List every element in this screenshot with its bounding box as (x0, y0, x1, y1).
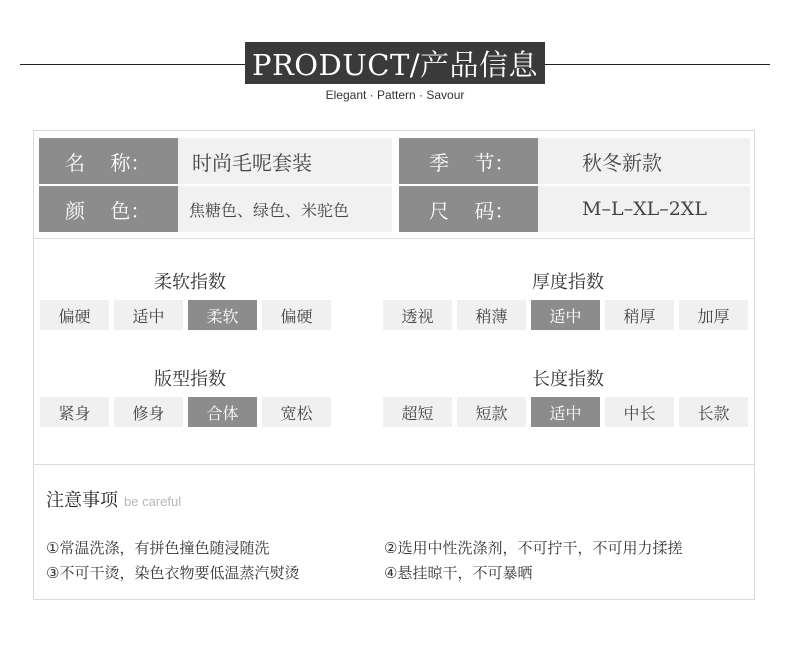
fit-index-title: 版型指数 (154, 369, 226, 390)
softness-option: 偏硬 (262, 300, 331, 330)
care-note-2: ②选用中性洗涤剂，不可拧干，不可用力揉搓 (384, 539, 683, 557)
length-option: 超短 (383, 397, 452, 427)
color-label: 颜 色： (39, 186, 178, 232)
thickness-option: 稍厚 (605, 300, 674, 330)
fit-option-selected: 合体 (188, 397, 257, 427)
thickness-index-title: 厚度指数 (532, 272, 604, 293)
fit-option: 紧身 (40, 397, 109, 427)
header-line-right (545, 64, 770, 65)
season-label: 季 节： (399, 138, 538, 184)
length-option: 长款 (679, 397, 748, 427)
care-note-4: ④悬挂晾干，不可暴晒 (384, 564, 533, 582)
softness-option-selected: 柔软 (188, 300, 257, 330)
page-title: PRODUCT/产品信息 (245, 42, 545, 84)
season-value: 秋冬新款 (538, 138, 750, 184)
section-divider-2 (33, 464, 755, 465)
thickness-option-selected: 适中 (531, 300, 600, 330)
fit-option: 修身 (114, 397, 183, 427)
softness-option: 偏硬 (40, 300, 109, 330)
thickness-option: 稍薄 (457, 300, 526, 330)
color-value: 焦糖色、绿色、米驼色 (178, 186, 392, 232)
thickness-option: 透视 (383, 300, 452, 330)
page-subtitle: Elegant · Pattern · Savour (325, 88, 465, 102)
care-notes-heading: 注意事项 (46, 490, 118, 511)
length-index-title: 长度指数 (532, 369, 604, 390)
softness-option: 适中 (114, 300, 183, 330)
care-notes-title (46, 486, 181, 512)
name-label: 名 称： (39, 138, 178, 184)
header-line-left (20, 64, 245, 65)
size-label: 尺 码： (399, 186, 538, 232)
length-option: 短款 (457, 397, 526, 427)
length-option: 中长 (605, 397, 674, 427)
thickness-option: 加厚 (679, 300, 748, 330)
softness-index-title: 柔软指数 (154, 272, 226, 293)
section-divider-1 (33, 238, 755, 239)
size-value: M–L–XL–2XL (538, 186, 750, 232)
care-notes-subtitle: be careful (124, 494, 182, 509)
name-value: 时尚毛呢套装 (178, 138, 392, 184)
fit-option: 宽松 (262, 397, 331, 427)
care-note-3: ③不可干烫，染色衣物要低温蒸汽熨烫 (46, 564, 300, 582)
care-note-1: ①常温洗涤，有拼色撞色随浸随洗 (46, 539, 270, 557)
length-option-selected: 适中 (531, 397, 600, 427)
